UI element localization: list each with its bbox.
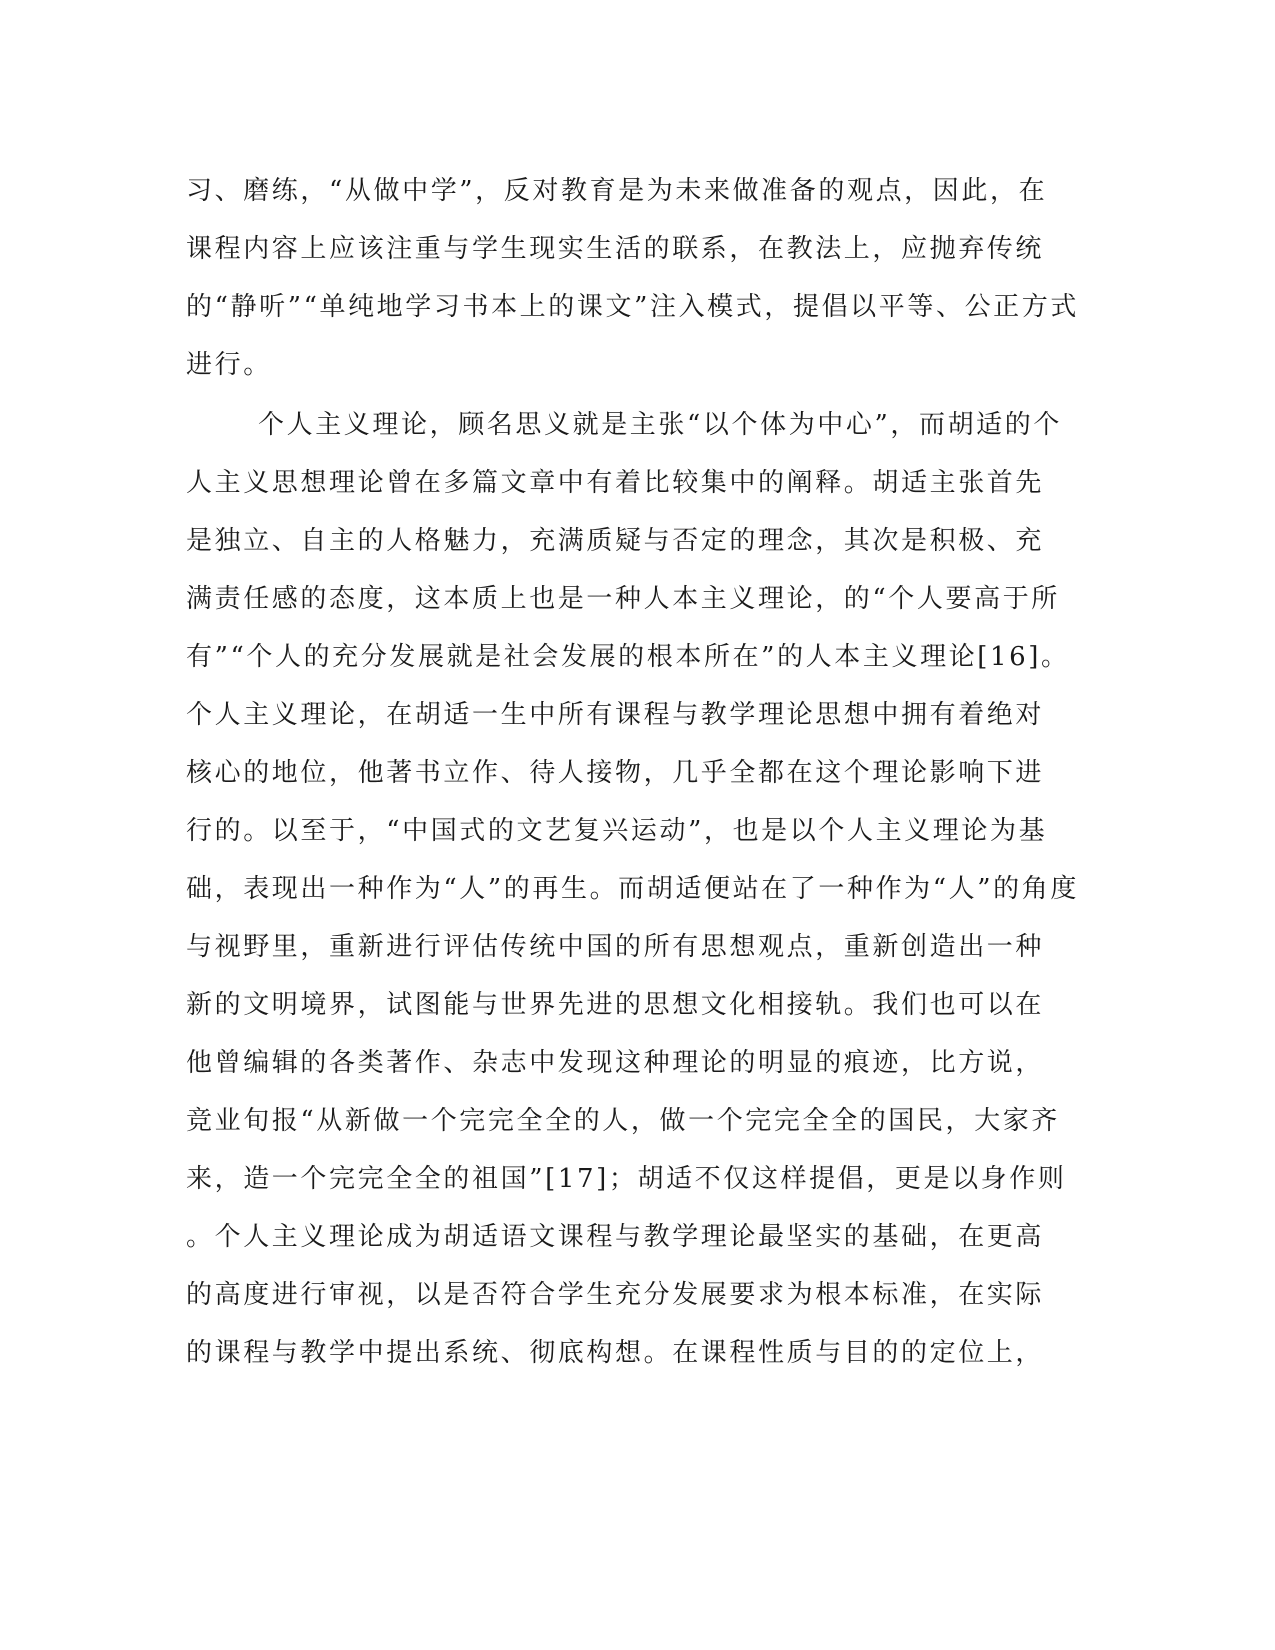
- text-line: 的课程与教学中提出系统、彻底构想。在课程性质与目的的定位上，: [186, 1338, 1045, 1368]
- text-line: 习、磨练，“从做中学”，反对教育是为未来做准备的观点，因此，在: [186, 176, 1048, 206]
- text-line: 与视野里，重新进行评估传统中国的所有思想观点，重新创造出一种: [186, 932, 1045, 962]
- paragraph-1: [186, 162, 1086, 394]
- text-line: 是独立、自主的人格魅力，充满质疑与否定的理念，其次是积极、充: [186, 526, 1045, 556]
- text-line: 竞业旬报“从新做一个完完全全的人，做一个完完全全的国民，大家齐: [186, 1106, 1060, 1136]
- text-line: 来，造一个完完全全的祖国”[17]；胡适不仅这样提倡，更是以身作则: [186, 1164, 1067, 1194]
- text-line: 有”“个人的充分发展就是社会发展的根本所在”的人本主义理论[16]。: [186, 642, 1070, 672]
- text-line: 础，表现出一种作为“人”的再生。而胡适便站在了一种作为“人”的角度: [186, 874, 1079, 904]
- text-line: 的高度进行审视，以是否符合学生充分发展要求为根本标准，在实际: [186, 1280, 1045, 1310]
- text-line: 进行。: [186, 350, 272, 380]
- paragraph-2: [186, 396, 1086, 1382]
- text-line: 课程内容上应该注重与学生现实生活的联系，在教法上，应抛弃传统: [186, 234, 1045, 264]
- text-line: 核心的地位，他著书立作、待人接物，几乎全都在这个理论影响下进: [186, 758, 1045, 788]
- text-line: 的“静听”“单纯地学习书本上的课文”注入模式，提倡以平等、公正方式: [186, 292, 1079, 322]
- text-line: 新的文明境界，试图能与世界先进的思想文化相接轨。我们也可以在: [186, 990, 1045, 1020]
- text-line: 满责任感的态度，这本质上也是一种人本主义理论，的“个人要高于所: [186, 584, 1060, 614]
- text-line: 。个人主义理论成为胡适语文课程与教学理论最坚实的基础，在更高: [186, 1222, 1045, 1252]
- text-line: 个人主义理论，顾名思义就是主张“以个体为中心”，而胡适的个: [258, 410, 1062, 440]
- text-line: 行的。以至于，“中国式的文艺复兴运动”，也是以个人主义理论为基: [186, 816, 1048, 846]
- text-line: 他曾编辑的各类著作、杂志中发现这种理论的明显的痕迹，比方说，: [186, 1048, 1045, 1078]
- text-line: 人主义思想理论曾在多篇文章中有着比较集中的阐释。胡适主张首先: [186, 468, 1045, 498]
- text-line: 个人主义理论，在胡适一生中所有课程与教学理论思想中拥有着绝对: [186, 700, 1045, 730]
